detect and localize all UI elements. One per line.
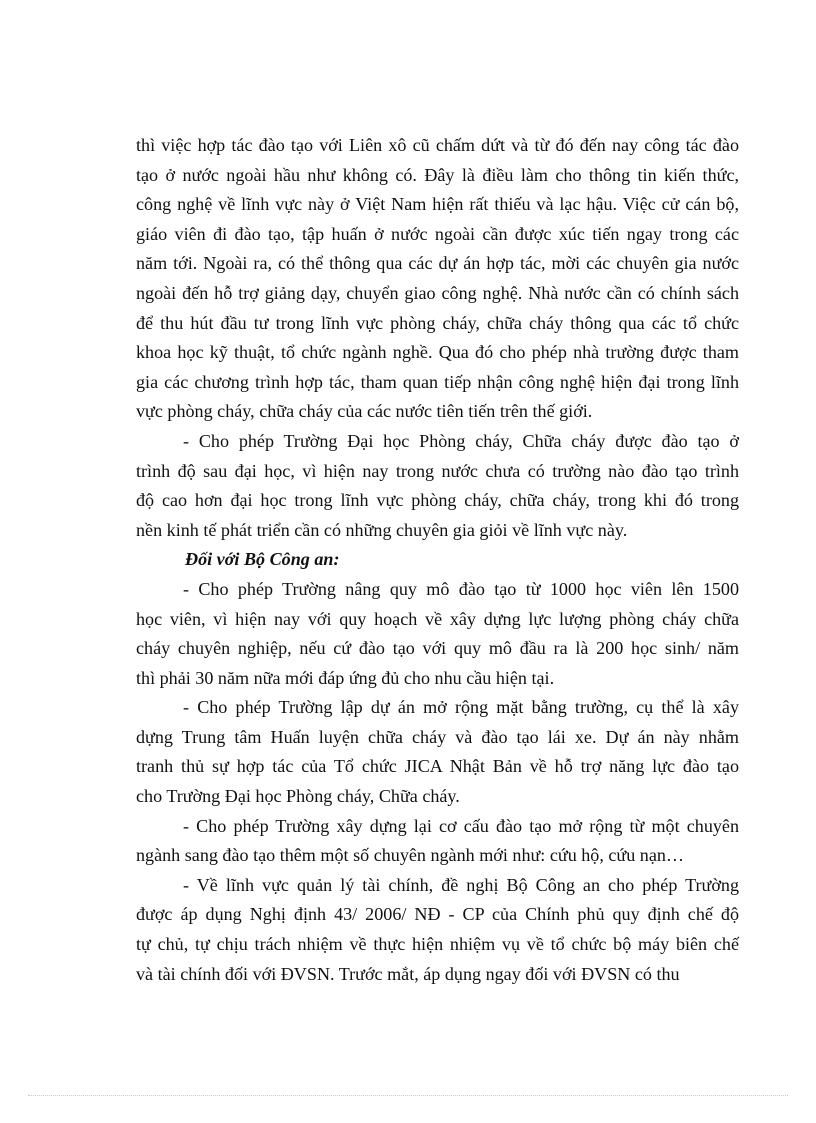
text-line: ngành sang đào tạo thêm một số chuyên ngành mới như: cứu hộ, cứu nạn… bbox=[136, 845, 685, 866]
text-line: vực phòng cháy, chữa cháy của các nước tiên tiến trên thế giới. bbox=[136, 401, 593, 422]
text-line: tranh thủ sự hợp tác của Tổ chức JICA Nhật Bản về hỗ trợ năng lực đào tạo bbox=[136, 756, 739, 777]
paragraph-4 bbox=[136, 693, 739, 811]
text-line: tự chủ, tự chịu trách nhiệm về thực hiện nhiệm vụ về tổ chức bộ máy biên chế bbox=[136, 934, 739, 955]
text-line: cho Trường Đại học Phòng cháy, Chữa cháy. bbox=[136, 786, 460, 807]
text-line: trình độ sau đại học, vì hiện nay trong nước chưa có trường nào đào tạo trình bbox=[136, 460, 739, 481]
text-line: - Về lĩnh vực quản lý tài chính, đề nghị Bộ Công an cho phép Trường bbox=[183, 874, 739, 895]
text-line: gia các chương trình hợp tác, tham quan tiếp nhận công nghệ hiện đại trong lĩnh bbox=[136, 371, 739, 392]
paragraph-6 bbox=[136, 871, 739, 989]
text-line: dựng Trung tâm Huấn luyện chữa cháy và đào tạo lái xe. Dự án này nhằm bbox=[136, 726, 739, 747]
paragraph-2 bbox=[136, 427, 739, 545]
text-line: nền kinh tế phát triển cần có những chuyên gia giỏi về lĩnh vực này. bbox=[136, 519, 628, 540]
text-line: khoa học kỹ thuật, tổ chức ngành nghề. Qua đó cho phép nhà trường được tham bbox=[136, 342, 739, 363]
text-line: - Cho phép Trường lập dự án mở rộng mặt bằng trường, cụ thể là xây bbox=[183, 697, 739, 718]
text-line: năm tới. Ngoài ra, có thể thông qua các dự án hợp tác, mời các chuyên gia nước bbox=[136, 253, 739, 274]
text-line: công nghệ về lĩnh vực này ở Việt Nam hiện rất thiếu và lạc hậu. Việc cử cán bộ, bbox=[136, 194, 739, 215]
text-line: để thu hút đầu tư trong lĩnh vực phòng cháy, chữa cháy thông qua các tổ chức bbox=[136, 312, 739, 333]
section-heading: Đối với Bộ Công an: bbox=[185, 549, 340, 570]
text-line: - Cho phép Trường Đại học Phòng cháy, Chữa cháy được đào tạo ở bbox=[183, 430, 739, 451]
paragraph-1 bbox=[136, 131, 739, 427]
text-line: học viên, vì hiện nay với quy hoạch về xây dựng lực lượng phòng cháy chữa bbox=[136, 608, 739, 629]
text-line: độ cao hơn đại học trong lĩnh vực phòng cháy, chữa cháy, trong khi đó trong bbox=[136, 490, 739, 511]
text-line: giáo viên đi đào tạo, tập huấn ở nước ngoài cần được xúc tiến ngay trong các bbox=[136, 223, 739, 244]
text-line: tạo ở nước ngoài hầu như không có. Đây là điều làm cho thông tin kiến thức, bbox=[136, 164, 739, 185]
paragraph-3 bbox=[136, 575, 739, 693]
text-line: được áp dụng Nghị định 43/ 2006/ NĐ - CP của Chính phủ quy định chế độ bbox=[136, 904, 739, 925]
page-bottom-divider bbox=[28, 1095, 788, 1096]
text-line: cháy chuyên nghiệp, nếu cứ đào tạo với quy mô đầu ra là 200 học sinh/ năm bbox=[136, 638, 739, 659]
text-line: và tài chính đối với ĐVSN. Trước mắt, áp dụng ngay đối với ĐVSN có thu bbox=[136, 963, 680, 984]
text-line: - Cho phép Trường xây dựng lại cơ cấu đào tạo mở rộng từ một chuyên bbox=[183, 815, 739, 836]
text-line: thì việc hợp tác đào tạo với Liên xô cũ chấm dứt và từ đó đến nay công tác đào bbox=[136, 135, 739, 155]
text-line: thì phải 30 năm nữa mới đáp ứng đủ cho nhu cầu hiện tại. bbox=[136, 667, 555, 688]
document-body bbox=[136, 131, 739, 989]
text-line: - Cho phép Trường nâng quy mô đào tạo từ 1000 học viên lên 1500 bbox=[183, 578, 739, 599]
text-line: ngoài đến hỗ trợ giảng dạy, chuyển giao công nghệ. Nhà nước cần có chính sách bbox=[136, 282, 739, 303]
paragraph-5 bbox=[136, 812, 739, 871]
